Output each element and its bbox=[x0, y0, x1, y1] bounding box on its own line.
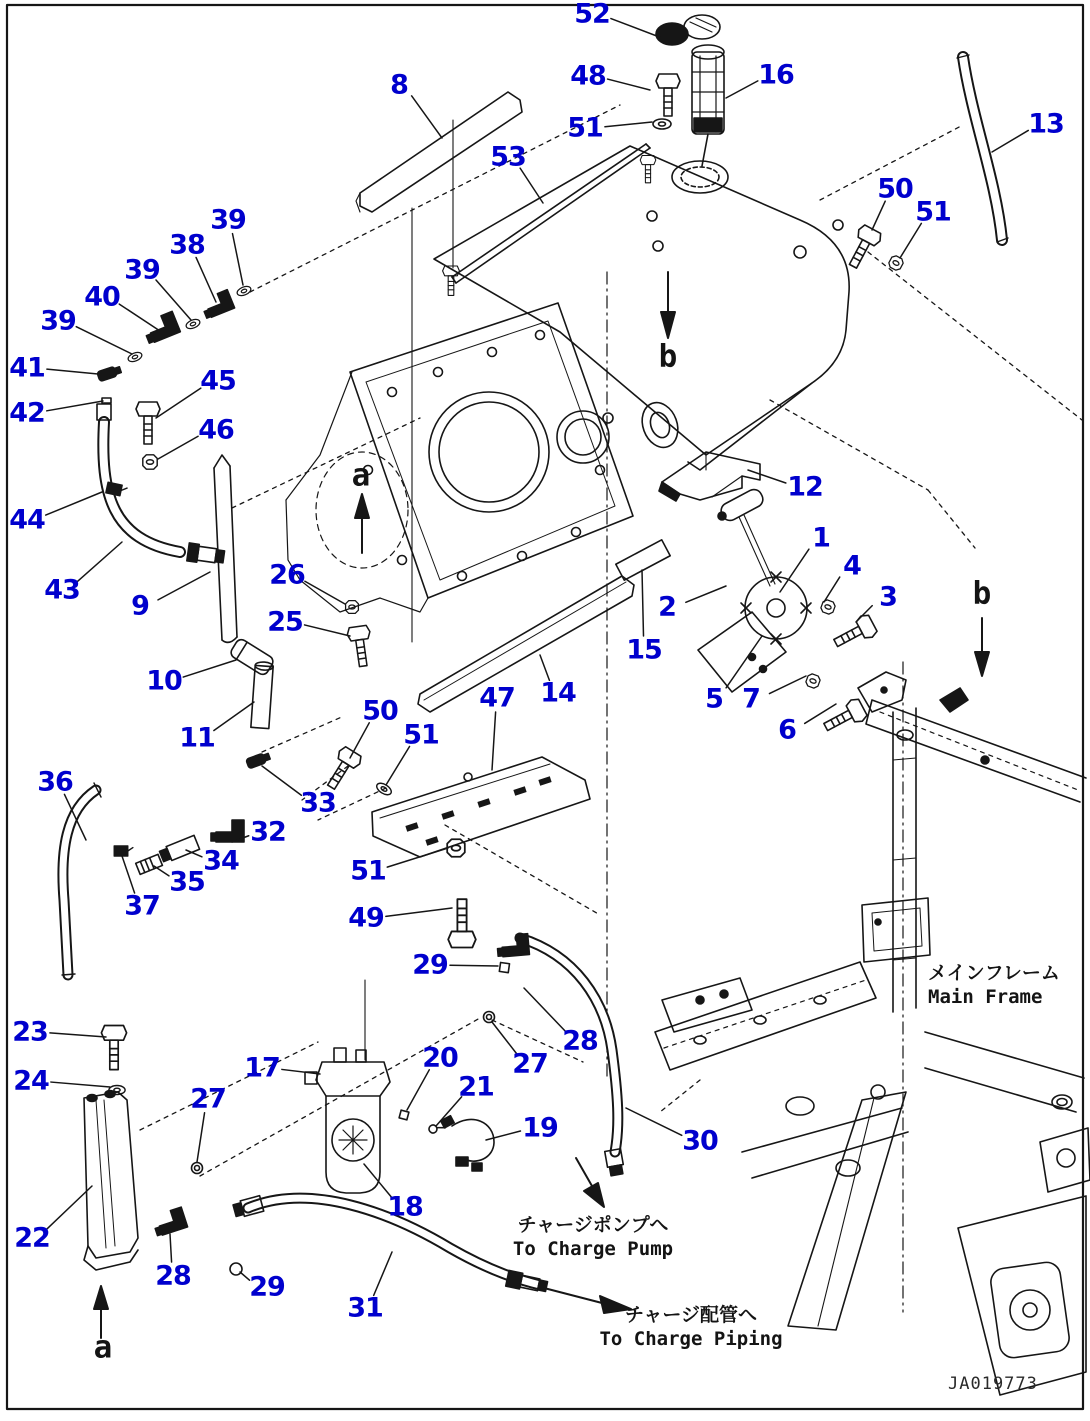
callout-label: 32 bbox=[250, 816, 286, 848]
leader-line bbox=[51, 1082, 110, 1087]
to-charge-pump-jp: チャージポンプへ bbox=[517, 1214, 669, 1236]
leader-line bbox=[605, 122, 652, 127]
callout-label: 23 bbox=[12, 1016, 48, 1048]
leader-line bbox=[900, 223, 921, 258]
callout-label: 31 bbox=[347, 1292, 383, 1324]
leader-line bbox=[156, 388, 201, 418]
leader-line bbox=[780, 549, 809, 592]
leader-line bbox=[872, 201, 885, 230]
leader-line bbox=[158, 572, 210, 600]
view-marker-a: a bbox=[351, 457, 371, 494]
leader-line bbox=[642, 570, 644, 636]
callout-label: 34 bbox=[203, 845, 239, 877]
hydraulic-tank bbox=[434, 134, 849, 470]
leader-line bbox=[47, 401, 103, 411]
leader-line bbox=[726, 81, 758, 98]
leader-line bbox=[197, 1113, 205, 1162]
leader-line bbox=[412, 96, 442, 138]
leader-line bbox=[122, 856, 135, 893]
callout-label: 16 bbox=[758, 59, 794, 91]
leader-line bbox=[486, 1131, 520, 1140]
hose-13 bbox=[957, 55, 1008, 242]
callout-label: 45 bbox=[200, 365, 236, 397]
leader-line bbox=[611, 19, 662, 38]
callout-label: 51 bbox=[567, 112, 603, 144]
callout-label: 20 bbox=[422, 1042, 458, 1074]
main-frame-en: Main Frame bbox=[928, 985, 1043, 1008]
callout-label: 37 bbox=[124, 890, 160, 922]
leader-line bbox=[350, 723, 369, 758]
filler-cap-52 bbox=[656, 15, 720, 45]
leader-line bbox=[748, 470, 786, 483]
leader-line bbox=[407, 1070, 429, 1110]
callout-label: 17 bbox=[244, 1052, 280, 1084]
callout-label: 11 bbox=[179, 722, 215, 754]
callout-label: 51 bbox=[915, 196, 951, 228]
callout-label: 13 bbox=[1028, 108, 1064, 140]
callout-label: 39 bbox=[124, 254, 160, 286]
leader-line bbox=[387, 848, 448, 867]
sender-unit bbox=[698, 487, 811, 692]
callout-label: 35 bbox=[169, 866, 205, 898]
drawing-number: JA019773 bbox=[948, 1374, 1038, 1394]
callout-label: 44 bbox=[9, 504, 45, 536]
callout-label: 14 bbox=[540, 677, 576, 709]
leader-line bbox=[196, 257, 216, 302]
leader-line bbox=[374, 1252, 392, 1295]
callout-label: 53 bbox=[490, 141, 526, 173]
plate-47 bbox=[372, 757, 590, 857]
callout-label: 2 bbox=[658, 591, 676, 623]
leader-line bbox=[524, 988, 565, 1031]
callout-label: 33 bbox=[300, 787, 336, 819]
hose-36 bbox=[62, 783, 101, 975]
callout-label: 46 bbox=[198, 414, 234, 446]
callout-label: 29 bbox=[412, 949, 448, 981]
callout-label: 22 bbox=[14, 1222, 50, 1254]
leader-line bbox=[305, 625, 350, 636]
callout-label: 28 bbox=[155, 1260, 191, 1292]
leader-line bbox=[608, 79, 650, 90]
callout-label: 27 bbox=[512, 1048, 548, 1080]
callout-label: 18 bbox=[387, 1191, 423, 1223]
to-charge-piping-en: To Charge Piping bbox=[599, 1327, 783, 1350]
leader-line bbox=[78, 542, 122, 581]
callout-label: 28 bbox=[562, 1025, 598, 1057]
callout-label: 26 bbox=[269, 559, 305, 591]
to-charge-pump-arrow bbox=[576, 1158, 592, 1186]
callout-label: 7 bbox=[742, 683, 760, 715]
callout-label: 40 bbox=[84, 281, 120, 313]
leader-line bbox=[726, 636, 762, 688]
callout-label: 41 bbox=[9, 352, 45, 384]
callout-label: 39 bbox=[210, 204, 246, 236]
callout-label: 52 bbox=[574, 0, 610, 30]
harness-19 bbox=[441, 1116, 494, 1171]
leader-line bbox=[183, 660, 236, 677]
callout-label: 21 bbox=[458, 1071, 494, 1103]
callout-label: 51 bbox=[403, 719, 439, 751]
callout-label: 15 bbox=[626, 634, 662, 666]
callout-label: 12 bbox=[787, 471, 823, 503]
leader-line bbox=[520, 168, 543, 203]
to-charge-piping-label bbox=[566, 1304, 816, 1352]
view-marker-a: a bbox=[93, 1329, 113, 1366]
to-charge-piping-jp: チャージ配管へ bbox=[624, 1304, 758, 1326]
leader-line bbox=[992, 130, 1028, 152]
callout-label: 49 bbox=[348, 902, 384, 934]
filter-assembly bbox=[305, 980, 390, 1193]
main-frame-jp: メインフレーム bbox=[928, 962, 1060, 984]
callout-label: 25 bbox=[267, 606, 303, 638]
bar-15 bbox=[616, 540, 670, 580]
leader-line bbox=[170, 1234, 172, 1262]
leader-line bbox=[50, 1033, 106, 1037]
leader-line bbox=[686, 586, 726, 602]
callout-label: 43 bbox=[44, 574, 80, 606]
leader-line bbox=[386, 746, 410, 785]
leader-line bbox=[76, 327, 132, 354]
leader-line bbox=[47, 1186, 92, 1229]
callout-label: 30 bbox=[682, 1125, 718, 1157]
leader-line bbox=[46, 492, 102, 515]
bar-14 bbox=[418, 576, 634, 712]
leader-line bbox=[158, 436, 198, 459]
callout-label: 27 bbox=[190, 1083, 226, 1115]
leader-line bbox=[262, 766, 301, 795]
to-charge-piping-arrow bbox=[544, 1288, 602, 1303]
callout-label: 39 bbox=[40, 305, 76, 337]
tube-22 bbox=[84, 1091, 138, 1271]
leader-line bbox=[240, 1272, 250, 1280]
callout-label: 50 bbox=[362, 695, 398, 727]
callout-label: 3 bbox=[879, 581, 897, 613]
callout-label: 42 bbox=[9, 397, 45, 429]
callout-label: 50 bbox=[877, 173, 913, 205]
callout-label: 51 bbox=[350, 855, 386, 887]
construction-lines bbox=[140, 105, 1082, 1176]
leader-line bbox=[626, 1108, 682, 1135]
view-marker-b: b bbox=[972, 575, 992, 612]
callout-label: 36 bbox=[37, 766, 73, 798]
callout-label: 24 bbox=[13, 1065, 49, 1097]
leader-line bbox=[769, 676, 806, 694]
callout-label: 38 bbox=[169, 229, 205, 261]
to-charge-pump-en: To Charge Pump bbox=[512, 1237, 674, 1260]
callout-label: 29 bbox=[249, 1271, 285, 1303]
leader-line bbox=[154, 866, 169, 876]
leader-line bbox=[450, 965, 498, 966]
callout-label: 47 bbox=[479, 682, 515, 714]
callout-label: 10 bbox=[146, 665, 182, 697]
callout-label: 4 bbox=[843, 550, 861, 582]
tube-10 bbox=[229, 637, 275, 676]
view-marker-b: b bbox=[658, 338, 678, 375]
main-frame-label bbox=[928, 962, 1088, 1010]
leader-line bbox=[492, 712, 496, 770]
callout-label: 1 bbox=[812, 522, 830, 554]
leader-line bbox=[386, 908, 452, 916]
tube-11 bbox=[251, 661, 274, 728]
callout-label: 9 bbox=[131, 590, 149, 622]
to-charge-pump-label bbox=[468, 1214, 718, 1262]
leader-line bbox=[856, 606, 872, 622]
callout-label: 8 bbox=[390, 69, 408, 101]
rod-53 bbox=[452, 141, 650, 283]
leader-line bbox=[232, 234, 243, 285]
strainer-16 bbox=[692, 45, 724, 134]
callout-label: 6 bbox=[778, 714, 796, 746]
leader-line bbox=[47, 369, 98, 374]
leader-line bbox=[824, 577, 840, 602]
leader-line bbox=[119, 304, 160, 331]
leader-line bbox=[214, 702, 254, 731]
callout-label: 48 bbox=[570, 60, 606, 92]
callout-label: 5 bbox=[705, 683, 723, 715]
callout-label: 19 bbox=[522, 1112, 558, 1144]
main-frame bbox=[655, 672, 1090, 1395]
